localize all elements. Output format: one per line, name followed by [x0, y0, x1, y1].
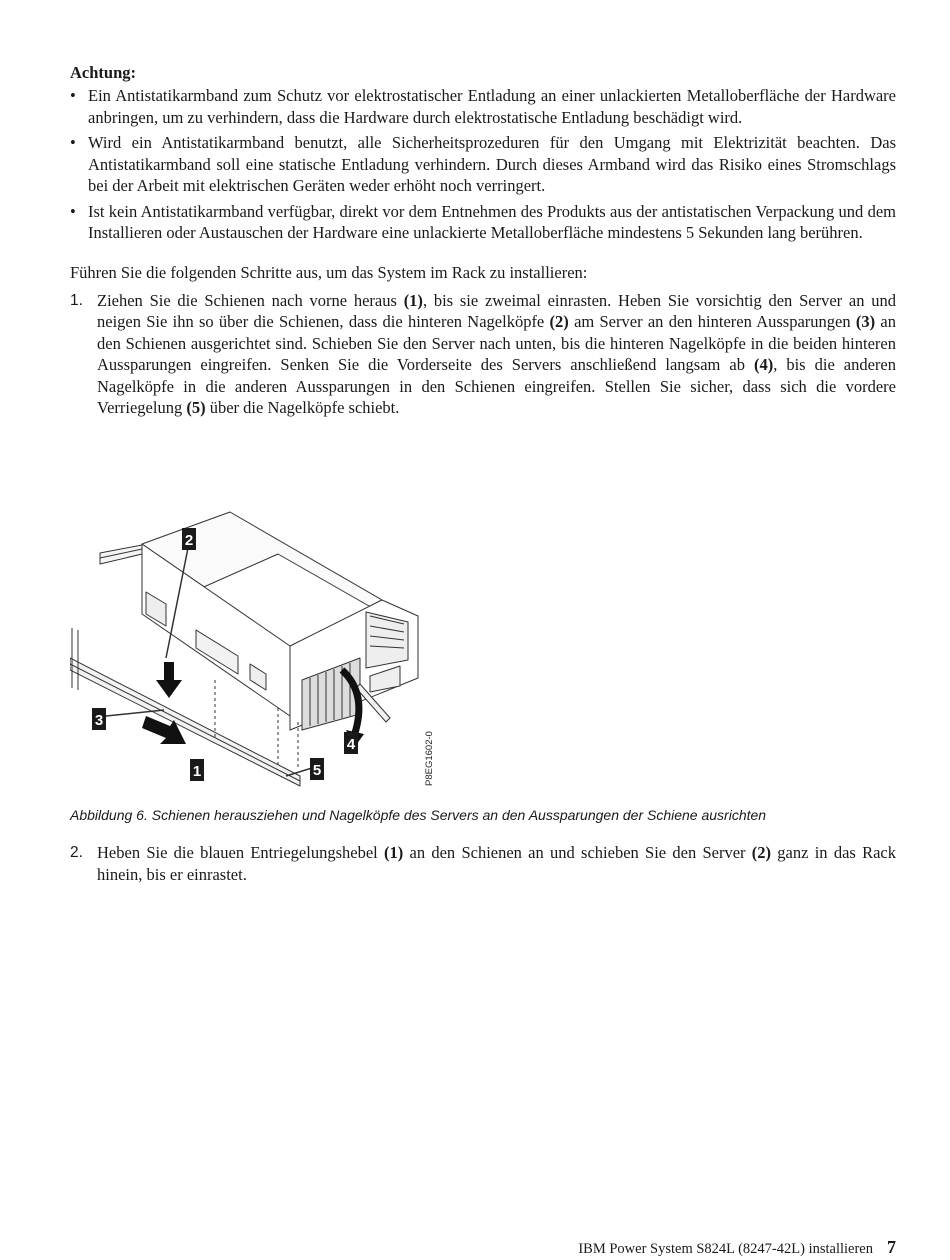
step-ref: (2): [751, 843, 772, 862]
footer-title: IBM Power System S824L (8247-42L) installieren: [578, 1241, 873, 1257]
step-ref: (5): [186, 398, 206, 417]
intro-text: Führen Sie die folgenden Schritte aus, um das System im Rack zu installieren:: [70, 262, 588, 282]
step-ref: (2): [549, 312, 569, 331]
callout-5-label: 5: [312, 762, 322, 779]
step-ref: (3): [855, 312, 876, 331]
step-ref: (1): [403, 290, 423, 310]
attention-item: [70, 85, 896, 128]
page-content: [70, 62, 896, 419]
steps-list: [70, 290, 896, 419]
step-number: 1.: [70, 291, 83, 309]
attention-heading: Achtung:: [70, 63, 137, 82]
page-footer: [520, 1238, 896, 1258]
bullet-icon: •: [70, 86, 76, 105]
step-text: , bis die anderen Nagelköpfe in die anderen Aussparungen in den Schienen eingreifen. Stellen Sie sicher, dass sich die vordere Verriegelung: [97, 355, 896, 417]
callout-3-label: 3: [94, 712, 104, 729]
step-text: an den Schienen an und schieben Sie den Server: [403, 843, 752, 862]
step-number: 2.: [70, 844, 83, 861]
steps-list-continued: [70, 842, 896, 885]
attention-item-text: Ein Antistatikarmband zum Schutz vor elektrostatischer Entladung an einer unlackierten Metalloberfläche der Hardware anbringen, um zu verhindern, dass die Hardware durch elektrostatische Entladung beschädigt wird.: [88, 86, 896, 127]
figure-id: P8EG1602-0: [424, 731, 435, 786]
step-text: am Server an den hinteren Aussparungen: [568, 312, 856, 331]
server-rail-figure: [70, 508, 450, 793]
attention-list: [70, 85, 896, 244]
step-ref: (4): [753, 355, 774, 374]
step-text: , bis sie zweimal einrasten. Heben Sie vorsichtig den Server an und neigen Sie ihn so über die Schienen, dass die hinteren Nagelköpfe: [97, 290, 896, 331]
attention-item-text: Wird ein Antistatikarmband benutzt, alle Sicherheitsprozeduren für den Umgang mit Elektrizität beachten. Das Antistatikarmband soll eine statische Entladung verhindern. Durch dieses Armband wird das Risiko eines Stromschlags bei der Arbeit mit elektrischen Geräten weder erhöht noch verringert.: [88, 133, 896, 195]
step-text: an den Schienen ausgerichtet sind. Schieben Sie den Server nach unten, bis die hinteren Nagelköpfe in die beiden hinteren Aussparungen eingreifen. Senken Sie die Vorderseite des Servers anschließend langsam ab: [97, 312, 897, 374]
attention-item: [70, 201, 896, 244]
server-rail-illustration: [70, 508, 450, 793]
step-text: Ziehen Sie die Schienen nach vorne heraus: [97, 290, 404, 310]
callout-4-label: 4: [346, 736, 356, 753]
step-text: Heben Sie die blauen Entriegelungshebel: [97, 843, 384, 862]
bullet-icon: •: [70, 201, 76, 221]
attention-item: [70, 132, 896, 197]
step-ref: (1): [384, 843, 404, 862]
bullet-icon: •: [70, 133, 76, 152]
step-text: über die Nagelköpfe schiebt.: [205, 398, 400, 417]
step-1: [70, 290, 896, 419]
attention-item-text: Ist kein Antistatikarmband verfügbar, direkt vor dem Entnehmen des Produkts aus der antistatischen Verpackung und dem Installieren oder Austauschen der Hardware eine unlackierte Metalloberfläche mindestens 5 Sekunden lang berühren.: [88, 201, 896, 242]
page-number: 7: [887, 1237, 896, 1257]
callout-1-label: 1: [192, 763, 202, 780]
step-text: ganz in das Rack hinein, bis er einrastet.: [97, 843, 896, 884]
figure-caption: Abbildung 6. Schienen herausziehen und Nagelköpfe des Servers an den Aussparungen der Schiene ausrichten: [70, 807, 767, 823]
callout-2-label: 2: [184, 532, 194, 549]
step-2-container: [70, 842, 896, 885]
step-2: [70, 842, 896, 885]
